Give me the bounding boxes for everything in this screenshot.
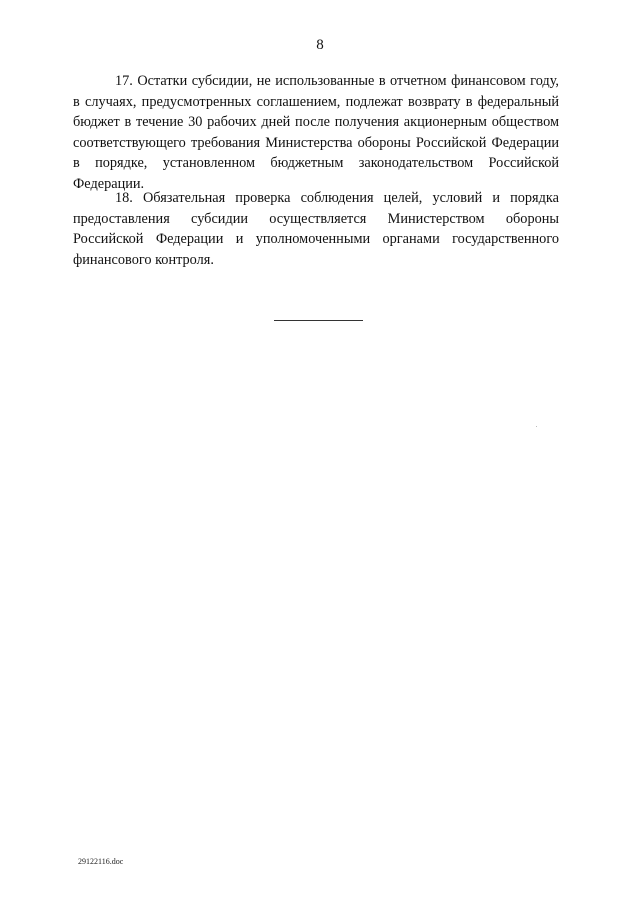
page-number: 8 bbox=[316, 37, 324, 53]
document-code: 29122116.doc bbox=[78, 857, 124, 866]
end-of-text-rule bbox=[274, 320, 363, 321]
scan-speck bbox=[536, 426, 537, 427]
paragraph-17: 17. Остатки субсидии, не использованные в отчетном финансовом году, в случаях, предусмотренных соглашением, подлежат возврату в федеральный бюджет в течение 30 рабочих дней после получения акционерным обществом соответствующего требования Министерства обороны Российской Федерации в порядке, установленном бюджетным законодательством Российской Федерации. bbox=[73, 73, 559, 192]
paragraph-18: 18. Обязательная проверка соблюдения целей, условий и порядка предоставления субсидии осуществляется Министерством обороны Российской Федерации и уполномоченными органами государственного финансового контроля. bbox=[73, 190, 559, 268]
